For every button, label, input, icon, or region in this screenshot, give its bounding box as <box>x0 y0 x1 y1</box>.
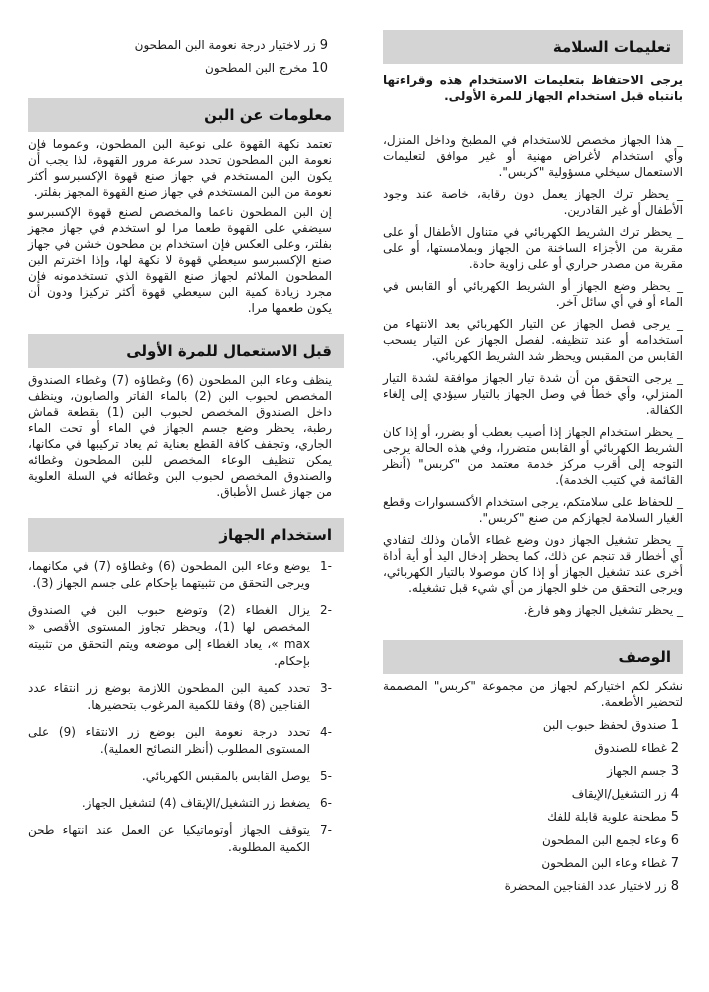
part-label: وعاء لجمع البن المطحون <box>542 833 667 847</box>
usage-step <box>28 724 332 758</box>
step-number: -7 <box>320 823 332 837</box>
step-text: يوضع وعاء البن المطحون (6) وغطاؤه (7) في مكانهما، ويرجى التحقق من تثبيتهما بإحكام على جسم الجهاز (3). <box>28 559 310 590</box>
step-number: -2 <box>320 603 332 617</box>
part-number: 6 <box>670 833 679 848</box>
part-label: غطاء للصندوق <box>594 741 667 755</box>
part-item <box>28 34 332 57</box>
usage-step <box>28 558 332 592</box>
safety-item: _ يحظر ترك الجهاز يعمل دون رقابة، خاصة عند وجود الأطفال أو غير القادرين. <box>383 187 683 217</box>
safety-item: _ يرجى فصل الجهاز عن التيار الكهربائي بعد الانتهاء من استخدامه أو عند تنظيفه. لفصل الجهاز عن التيار يسحب القابس من المقبس ويحظر شد الشريط الكهربائي. <box>383 317 683 363</box>
part-label: صندوق لحفظ حبوب البن <box>542 718 667 732</box>
safety-title: تعليمات السلامة <box>552 38 671 56</box>
usage-title: استخدام الجهاز <box>219 526 332 544</box>
step-number: -5 <box>320 769 332 783</box>
step-text: يتوقف الجهاز أوتوماتيكيا عن العمل عند انتهاء طحن الكمية المطلوبة. <box>28 823 310 854</box>
description-section-header <box>383 640 683 674</box>
part-item <box>383 852 683 875</box>
usage-step <box>28 822 332 856</box>
usage-step <box>28 680 332 714</box>
step-number: -3 <box>320 681 332 695</box>
part-number: 7 <box>670 856 679 871</box>
part-item <box>383 783 683 806</box>
step-text: يوصل القابس بالمقبس الكهربائي. <box>141 769 310 783</box>
part-number: 1 <box>670 718 679 733</box>
first-use-title: قبل الاستعمال للمرة الأولى <box>126 342 332 360</box>
part-label: جسم الجهاز <box>607 764 667 778</box>
left-column <box>28 34 332 866</box>
part-label: مخرج البن المطحون <box>205 61 308 75</box>
safety-list <box>383 132 683 618</box>
usage-step <box>28 602 332 670</box>
part-item <box>383 714 683 737</box>
coffee-info-title: معلومات عن البن <box>204 106 332 124</box>
step-number: -4 <box>320 725 332 739</box>
safety-intro: يرجى الاحتفاظ بتعليمات الاستخدام هذه وقراءتها بانتباه قبل استخدام الجهاز للمرة الأولى. <box>383 73 683 103</box>
first-use-section-header <box>28 334 344 368</box>
part-item <box>383 806 683 829</box>
usage-section-header <box>28 518 344 552</box>
usage-step <box>28 795 332 812</box>
step-text: يضغط زر التشغيل/الإيقاف (4) لتشغيل الجهاز. <box>81 796 310 810</box>
part-item <box>383 760 683 783</box>
usage-step <box>28 768 332 785</box>
safety-item: _ يرجى التحقق من أن شدة تيار الجهاز موافقة لشدة التيار المنزلي، وأي خطأ في وصل الجهاز بالتيار سيؤدي إلى إلغاء الكفالة. <box>383 371 683 417</box>
step-number: -1 <box>320 559 332 573</box>
step-text: تحدد درجة نعومة البن بوضع زر الانتقاء (9) على المستوى المطلوب (أنظر النصائح العملية). <box>28 725 311 756</box>
coffee-info-section-header <box>28 98 344 132</box>
description-intro: نشكر لكم اختياركم لجهاز من مجموعة "كربس" المصممة لتحضير الأطعمة. <box>383 679 683 709</box>
description-title: الوصف <box>618 648 671 666</box>
parts-list <box>383 714 683 898</box>
first-use-text: ينظف وعاء البن المطحون (6) وغطاؤه (7) وغطاء الصندوق المخصص لحبوب البن (2) بالماء الفاتر والصابون، وينظف داخل الصندوق المخصص لحبوب البن (1) بقطعة قماش رطبة، يحظر وضع جسم الجهاز في الماء أو تحت الماء الجاري، وتجفف كافة القطع بعناية ثم يعاد تركيبها في مكانها، يمكن تنظيف الوعاء المخصص للبن المطحون وغطائه والصندوق المخصص لحبوب البن وغطائه في السلة العلوية من جهاز غسل الأطباق. <box>28 373 333 499</box>
part-label: مطحنة علوية قابلة للفك <box>547 810 667 824</box>
part-item <box>383 829 683 852</box>
safety-item: _ للحفاظ على سلامتكم، يرجى استخدام الأكسسوارات وقطع الغيار السلامة لجهازكم من صنع "كربس". <box>382 495 683 525</box>
safety-item: _ يحظر استخدام الجهاز إذا أصيب بعطب أو بضرر، أو إذا كان الشريط الكهربائي أو القابس متضررا، وفي هذه الحالة يرجى التوجه إلى أقرب مركز خدمة معتمد من "كربس" (أنظر القائمة في كتيب الخدمة). <box>383 425 683 487</box>
part-item <box>383 875 683 898</box>
part-number: 8 <box>670 879 679 894</box>
part-number: 4 <box>670 787 679 802</box>
part-item <box>28 57 332 80</box>
safety-item: _ يحظر وضع الجهاز أو الشريط الكهربائي أو القابس في الماء أو في أي سائل آخر. <box>383 279 683 309</box>
coffee-info-paragraph: إن البن المطحون ناعما والمخصص لصنع قهوة الإكسبرسو سيضفي على القهوة طعما مرا لو استخدم في جهاز مجهز بفلتر، وعلى العكس فإن استخدام بن مطحون خشن في جهاز صنع الإكسبرسو سيعطي قهوة لا نكهة لها، وإذا اخترتم البن المطحون الملائم لجهاز صنع القهوة الذي تستخدمونه فإن مجرد زيادة كمية البن سيعطي قهوة أكثر تركيزا ودون أن يكون طعمها مرا. <box>28 205 332 315</box>
usage-steps <box>28 558 332 856</box>
part-number: 9 <box>319 38 328 53</box>
parts-list-continued <box>28 34 332 80</box>
part-item <box>383 737 683 760</box>
safety-item: _ يحظر تشغيل الجهاز وهو فارغ. <box>523 603 683 617</box>
part-number: 2 <box>670 741 679 756</box>
coffee-info-paragraph: تعتمد نكهة القهوة على نوعية البن المطحون، وعموما فإن نعومة البن المطحون تحدد سرعة مرور القهوة، لذا يجب أن يكون البن المستخدم في جهاز صنع قهوة الإكسبرسو أكثر نعومة من البن المستخدم في جهاز صنع القهوة المجهز بفلتر. <box>28 137 332 199</box>
part-label: زر لاختيار عدد الفناجين المحضرة <box>504 879 667 893</box>
safety-section-header <box>383 30 683 64</box>
step-number: -6 <box>320 796 332 810</box>
part-label: غطاء وعاء البن المطحون <box>541 856 667 870</box>
safety-item: _ يحظر تشغيل الجهاز دون وضع غطاء الأمان وذلك لتفادي أي أخطار قد تنجم عن ذلك، كما يحظر إدخال اليد أو أية أداة أخرى عند تشغيل الجهاز أو إذا كان موصولا بالتيار الكهربائي، ويرجى التحقق من خلو الجهاز من أي شيء قبل تشغيله. <box>383 533 683 595</box>
part-label: زر لاختيار درجة نعومة البن المطحون <box>134 38 316 52</box>
part-number: 3 <box>670 764 679 779</box>
safety-item: _ هذا الجهاز مخصص للاستخدام في المطبخ وداخل المنزل، وأي استخدام لأغراض مهنية أو غير موافق لتعليمات الاستعمال سيخلي مسؤولية "كربس". <box>383 133 683 179</box>
part-label: زر التشغيل/الإيقاف <box>571 787 667 801</box>
step-text: تحدد كمية البن المطحون اللازمة بوضع زر انتقاء عدد الفناجين (8) وفقا للكمية المرغوب بتحضيرها. <box>28 681 310 712</box>
part-number: 10 <box>311 61 328 76</box>
part-number: 5 <box>670 810 679 825</box>
right-column <box>383 30 683 898</box>
safety-item: _ يحظر ترك الشريط الكهربائي في متناول الأطفال أو على مقربة من الأجزاء الساخنة من الجهاز وبملامستها، أو على مقربة من مصدر حراري أو على زاوية حادة. <box>383 225 683 271</box>
step-text: يزال الغطاء (2) وتوضع حبوب البن في الصندوق المخصص لها (1)، ويحظر تجاوز المستوى الأقصى « max »، يعاد الغطاء إلى موضعه ويتم التحقق من تثبيته بإحكام. <box>28 603 310 668</box>
